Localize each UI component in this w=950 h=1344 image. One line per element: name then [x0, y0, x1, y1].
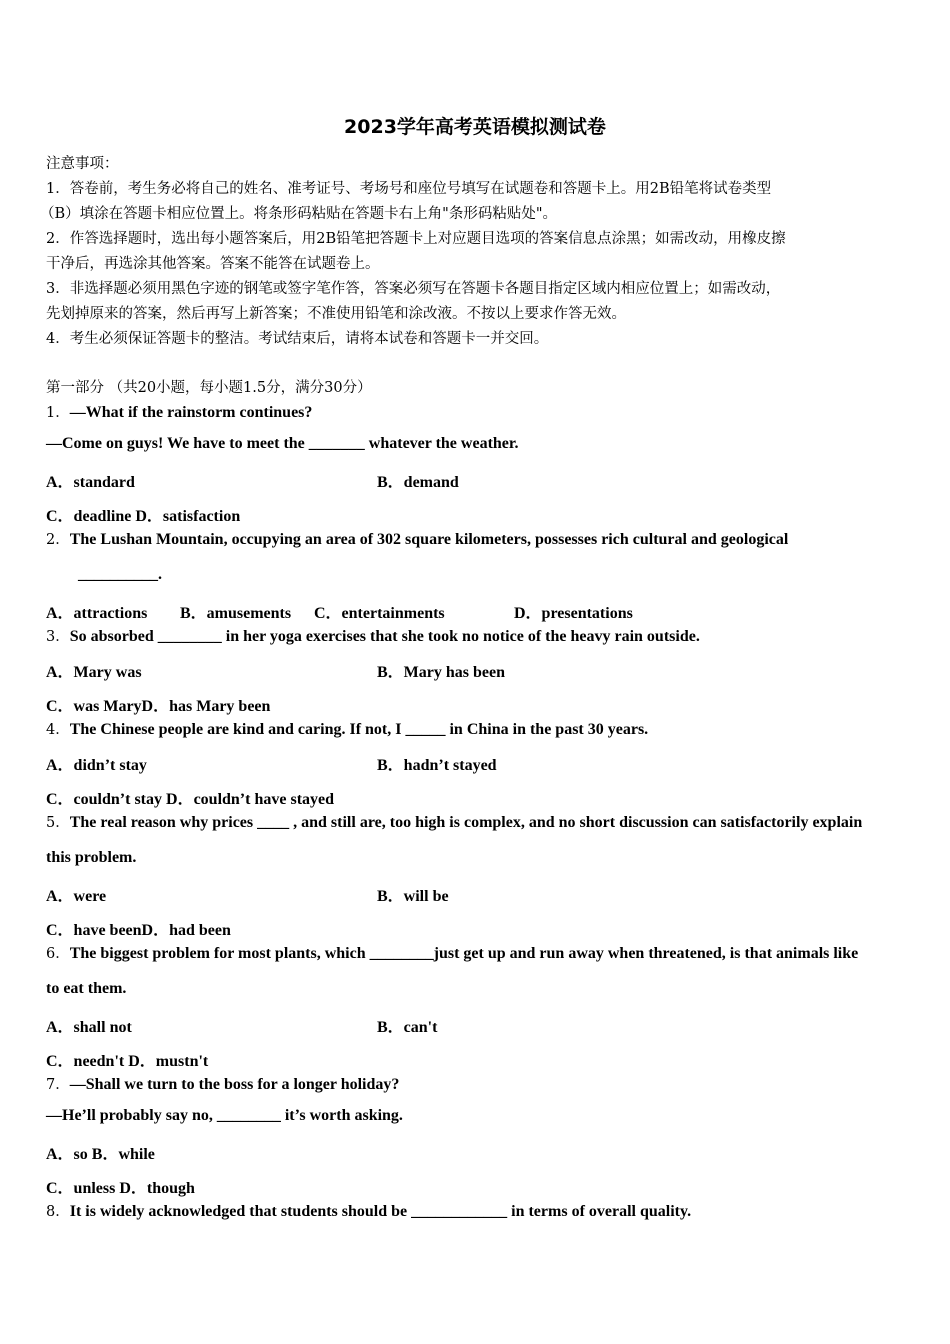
- question-number: 4．: [46, 722, 70, 738]
- options-c-d[interactable]: C．unless D．though: [46, 1180, 195, 1197]
- option-a[interactable]: A．were: [46, 888, 107, 905]
- options-c-d[interactable]: C．have beenD．had been: [46, 922, 231, 939]
- question-2: [46, 528, 788, 549]
- question-number: 8．: [46, 1204, 70, 1220]
- section-heading: 第一部分 （共20小题，每小题1.5分，满分30分）: [46, 380, 372, 396]
- option-a[interactable]: A．shall not: [46, 1019, 132, 1036]
- options-c-d[interactable]: C．deadline D．satisfaction: [46, 508, 241, 525]
- option-a[interactable]: A．attractions: [46, 605, 148, 622]
- question-text: The Lushan Mountain, occupying an area of 302 square kilometers, possesses rich cultural and geological: [69, 531, 789, 548]
- option-b[interactable]: B．demand: [377, 474, 459, 491]
- question-3: [46, 625, 700, 646]
- question-5: [46, 811, 862, 832]
- option-a[interactable]: A．didn’t stay: [46, 757, 147, 774]
- question-text: So absorbed ________ in her yoga exercises that she took no notice of the heavy rain outside.: [69, 628, 700, 645]
- options-a-b[interactable]: A．so B．while: [46, 1146, 155, 1163]
- notice-line: 4．考生必须保证答题卡的整洁。考试结束后，请将本试卷和答题卡一并交回。: [46, 331, 549, 347]
- options-c-d[interactable]: C．needn't D．mustn't: [46, 1053, 209, 1070]
- question-7-line-2: —He’ll probably say no, ________ it’s worth asking.: [46, 1107, 403, 1124]
- notice-line: 2．作答选择题时，选出每小题答案后，用2B铅笔把答题卡上对应题目选项的答案信息点涂黑；如需改动，用橡皮擦: [46, 231, 786, 247]
- question-1: [46, 401, 312, 422]
- option-a[interactable]: A．Mary was: [46, 664, 142, 681]
- question-number: 1．: [46, 405, 70, 421]
- question-number: 2．: [46, 532, 70, 548]
- question-5-line-2: this problem.: [46, 849, 137, 866]
- options-c-d[interactable]: C．was MaryD．has Mary been: [46, 698, 271, 715]
- question-7: [46, 1073, 399, 1094]
- question-text: The real reason why prices ____ , and still are, too high is complex, and no short discussion can satisfactorily explain: [69, 814, 863, 831]
- option-b[interactable]: B．hadn’t stayed: [377, 757, 497, 774]
- option-b[interactable]: B．will be: [377, 888, 449, 905]
- option-d[interactable]: D．presentations: [514, 605, 633, 622]
- question-6-line-2: to eat them.: [46, 980, 127, 997]
- question-1-line-2: —Come on guys! We have to meet the _______ whatever the weather.: [46, 435, 519, 452]
- notice-line: 3．非选择题必须用黑色字迹的钢笔或签字笔作答，答案必须写在答题卡各题目指定区域内相应位置上；如需改动，: [46, 281, 781, 297]
- notice-line: 先划掉原来的答案，然后再写上新答案；不准使用铅笔和涂改液。不按以上要求作答无效。: [46, 306, 626, 322]
- notice-heading: 注意事项：: [46, 156, 119, 172]
- question-text: It is widely acknowledged that students should be ____________ in terms of overall quality.: [69, 1203, 692, 1220]
- question-8: [46, 1200, 691, 1221]
- option-b[interactable]: B．can't: [377, 1019, 438, 1036]
- question-text: —Shall we turn to the boss for a longer holiday?: [69, 1076, 400, 1093]
- question-2-blank: __________.: [78, 566, 162, 583]
- notice-line: 1．答卷前，考生务必将自己的姓名、准考证号、考场号和座位号填写在试题卷和答题卡上。用2B铅笔将试卷类型: [46, 181, 772, 197]
- option-c[interactable]: C．entertainments: [314, 605, 445, 622]
- question-number: 5．: [46, 815, 70, 831]
- question-number: 3．: [46, 629, 70, 645]
- option-b[interactable]: B．Mary has been: [377, 664, 506, 681]
- notice-line: （B）填涂在答题卡相应位置上。将条形码粘贴在答题卡右上角"条形码粘贴处"。: [40, 206, 557, 222]
- question-text: The Chinese people are kind and caring. If not, I _____ in China in the past 30 years.: [69, 721, 649, 738]
- options-c-d[interactable]: C．couldn’t stay D．couldn’t have stayed: [46, 791, 335, 808]
- option-b[interactable]: B．amusements: [180, 605, 292, 622]
- question-text: —What if the rainstorm continues?: [69, 404, 313, 421]
- option-a[interactable]: A．standard: [46, 474, 135, 491]
- page-title: 2023学年高考英语模拟测试卷: [344, 116, 606, 138]
- question-number: 7．: [46, 1077, 70, 1093]
- question-6: [46, 942, 858, 963]
- question-text: The biggest problem for most plants, which ________just get up and run away when threatened, is that animals like: [69, 945, 859, 962]
- question-number: 6．: [46, 946, 70, 962]
- question-4: [46, 718, 648, 739]
- notice-line: 干净后，再选涂其他答案。答案不能答在试题卷上。: [46, 256, 380, 272]
